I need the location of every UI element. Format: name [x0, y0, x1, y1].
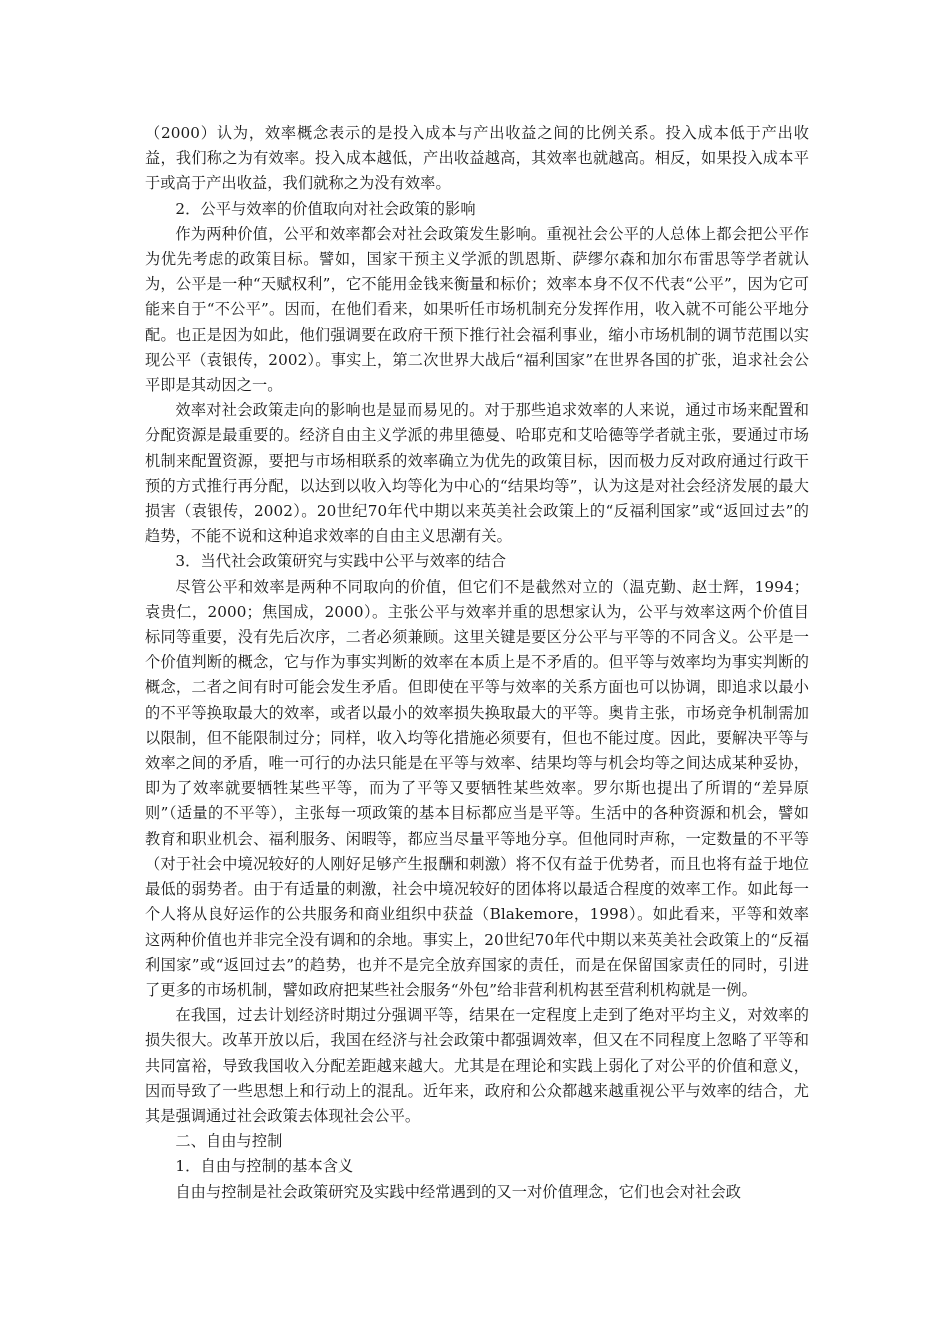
chapter-heading-freedom-control: 二、自由与控制: [175, 1132, 283, 1151]
paragraph-fairness-influence: 作为两种价值，公平和效率都会对社会政策发生影响。重视社会公平的人总体上都会把公平作为优先考虑的政策目标。譬如，国家干预主义学派的凯恩斯、萨缪尔森和加尔布雷思等学者就认为，公平是一种“天赋权利”，它不能用金钱来衡量和标价；效率本身不仅不代表“公平”，因为它可能来自于“不公平”。因而，在他们看来，如果听任市场机制充分发挥作用，收入就不可能公平地分配。也正是因为如此，他们强调要在政府干预下推行社会福利事业，缩小市场机制的调节范围以实现公平（袁银传，2002）。事实上，第二次世界大战后“福利国家”在世界各国的扩张，追求社会公平即是其动因之一。: [145, 224, 809, 395]
section-heading-3: 3．当代社会政策研究与实践中公平与效率的结合: [175, 552, 507, 571]
section-heading-1-freedom: 1．自由与控制的基本含义: [175, 1157, 354, 1176]
paragraph-fairness-efficiency-combination: 尽管公平和效率是两种不同取向的价值，但它们不是截然对立的（温克勤、赵士辉，1994；袁贵仁，2000；焦国成，2000）。主张公平与效率并重的思想家认为，公平与效率这两个价值目标同等重要，没有先后次序，二者必须兼顾。这里关键是要区分公平与平等的不同含义。公平是一个价值判断的概念，它与作为事实判断的效率在本质上是不矛盾的。但平等与效率均为事实判断的概念，二者之间有时可能会发生矛盾。但即使在平等与效率的关系方面也可以协调，即追求以最小的不平等换取最大的效率，或者以最小的效率损失换取最大的平等。奥肯主张，市场竞争机制需加以限制，但不能限制过分；同样，收入均等化措施必须要有，但也不能过度。因此，要解决平等与效率之间的矛盾，唯一可行的办法只能是在平等与效率、结果均等与机会均等之间达成某种妥协，即为了效率就要牺牲某些平等，而为了平等又要牺牲某些效率。罗尔斯也提出了所谓的“差异原则”（适量的不平等），主张每一项政策的基本目标都应当是平等。生活中的各种资源和机会，譬如教育和职业机会、福利服务、闲暇等，都应当尽量平等地分享。但他同时声称，一定数量的不平等（对于社会中境况较好的人刚好足够产生报酬和刺激）将不仅有益于优势者，而且也将有益于地位最低的弱势者。由于有适量的刺激，社会中境况较好的团体将以最适合程度的效率工作。如此每一个人将从良好运作的公共服务和商业组织中获益（Blakemore，1998）。如此看来，平等和效率这两种价值也并非完全没有调和的余地。事实上，20世纪70年代中期以来英美社会政策上的“反福利国家”或“返回过去”的趋势，也并不是完全放弃国家的责任，而是在保留国家责任的同时，引进了更多的市场机制，譬如政府把某些社会服务“外包”给非营利机构甚至营利机构就是一例。: [145, 577, 809, 999]
paragraph-efficiency-influence: 效率对社会政策走向的影响也是显而易见的。对于那些追求效率的人来说，通过市场来配置和分配资源是最重要的。经济自由主义学派的弗里德曼、哈耶克和艾哈德等学者就主张，要通过市场机制来配置资源，要把与市场相联系的效率确立为优先的政策目标，因而极力反对政府通过行政干预的方式推行再分配，以达到以收入均等化为中心的“结果均等”，认为这是对社会经济发展的最大损害（袁银传，2002）。20世纪70年代中期以来英美社会政策上的“反福利国家”或“返回过去”的趋势，不能不说和这种追求效率的自由主义思潮有关。: [145, 401, 809, 546]
section-heading-2: 2．公平与效率的价值取向对社会政策的影响: [175, 199, 476, 218]
paragraph-efficiency-definition: （2000）认为，效率概念表示的是投入成本与产出收益之间的比例关系。投入成本低于产出收益，我们称之为有效率。投入成本越低，产出收益越高，其效率也就越高。相反，如果投入成本平于或高于产出收益，我们就称之为没有效率。: [145, 124, 809, 193]
paragraph-freedom-control-intro: 自由与控制是社会政策研究及实践中经常遇到的又一对价值理念，它们也会对社会政: [175, 1182, 742, 1201]
document-body: [145, 121, 809, 1205]
paragraph-china-context: 在我国，过去计划经济时期过分强调平等，结果在一定程度上走到了绝对平均主义，对效率的损失很大。改革开放以后，我国在经济与社会政策中都强调效率，但又在不同程度上忽略了平等和共同富裕，导致我国收入分配差距越来越大。尤其是在理论和实践上弱化了对公平的价值和意义，因而导致了一些思想上和行动上的混乱。近年来，政府和公众都越来越重视公平与效率的结合，尤其是强调通过社会政策去体现社会公平。: [145, 1006, 809, 1125]
